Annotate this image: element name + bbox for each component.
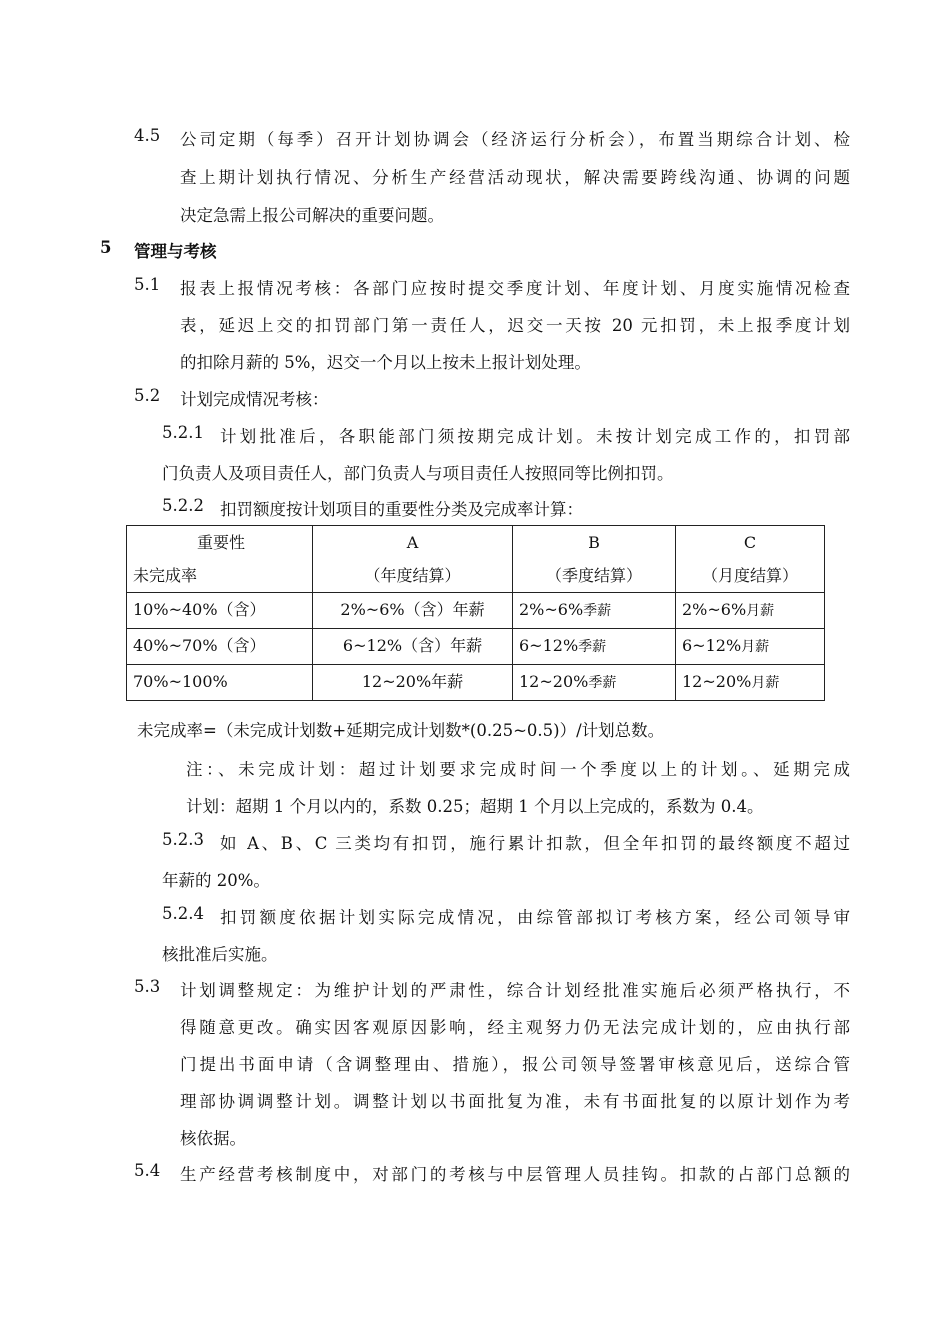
header-col-a-letter: A [406, 533, 419, 552]
section-number-5-2-2: 5.2.2 [162, 496, 204, 515]
c-cell [676, 593, 825, 629]
section-5-3-line-4: 理部协调调整计划。调整计划以书面批复为准，未有书面批复的以原计划作为考 [180, 1092, 850, 1111]
section-5-2-4-line-2: 核批准后实施。 [162, 945, 278, 964]
b-unit: 季薪 [583, 603, 612, 619]
b-unit: 季薪 [588, 675, 617, 691]
c-cell [676, 665, 825, 701]
b-cell [513, 665, 676, 701]
section-5-2-1-line-1: 计划批准后，各职能部门须按期完成计划。未按计划完成工作的，扣罚部 [220, 427, 850, 446]
section-5-2-2-text: 扣罚额度按计划项目的重要性分类及完成率计算： [220, 500, 583, 519]
section-number-5-2-1: 5.2.1 [162, 423, 204, 442]
section-4-5-line-1: 公司定期（每季）召开计划协调会（经济运行分析会），布置当期综合计划、检 [180, 130, 850, 149]
section-4-5-line-3: 决定急需上报公司解决的重要问题。 [180, 206, 444, 225]
table-corner-cell [127, 526, 313, 593]
c-unit: 月薪 [751, 675, 780, 691]
penalty-table [126, 525, 825, 701]
header-col-c-note: （月度结算） [701, 566, 798, 585]
note-line-2: 计划：超期 1 个月以内的，系数 0.25；超期 1 个月以上完成的，系数为 0.4。 [186, 797, 764, 816]
table-header-row [127, 526, 825, 593]
section-5-2-3-line-1: 如 A、B、C 三类均有扣罚，施行累计扣款，但全年扣罚的最终额度不超过 [220, 834, 850, 853]
rate-cell: 40%~70%（含） [127, 629, 313, 665]
header-col-c [676, 526, 825, 593]
section-5-3-line-5: 核依据。 [180, 1129, 246, 1148]
b-value: 6~12% [519, 636, 579, 655]
note-line-1: 注：、未完成计划：超过计划要求完成时间一个季度以上的计划。、延期完成 [186, 760, 850, 779]
section-5-1-line-2: 表，延迟上交的扣罚部门第一责任人，迟交一天按 20 元扣罚，未上报季度计划 [180, 316, 850, 335]
rate-cell: 10%~40%（含） [127, 593, 313, 629]
c-unit: 月薪 [746, 603, 775, 619]
section-5-3-line-3: 门提出书面申请（含调整理由、措施），报公司领导签署审核意见后，送综合管 [180, 1055, 850, 1074]
c-value: 6~12% [682, 636, 742, 655]
section-4-5-line-2: 查上期计划执行情况、分析生产经营活动现状，解决需要跨线沟通、协调的问题 [180, 168, 850, 187]
c-unit: 月薪 [741, 639, 770, 655]
table-row [127, 665, 825, 701]
header-col-b-note: （季度结算） [545, 566, 642, 585]
a-cell: 6~12%（含）年薪 [313, 629, 513, 665]
b-unit: 季薪 [578, 639, 607, 655]
header-incomplete-rate-label: 未完成率 [133, 566, 198, 585]
table-row [127, 629, 825, 665]
a-cell: 12~20%年薪 [313, 665, 513, 701]
c-value: 2%~6% [682, 600, 747, 619]
b-value: 2%~6% [519, 600, 584, 619]
section-5-3-line-2: 得随意更改。确实因客观原因影响，经主观努力仍无法完成计划的，应由执行部 [180, 1018, 850, 1037]
header-col-a [313, 526, 513, 593]
rate-cell: 70%~100% [127, 665, 313, 701]
section-number-5-2-3: 5.2.3 [162, 830, 204, 849]
section-5-2-text: 计划完成情况考核： [180, 390, 329, 409]
c-cell [676, 629, 825, 665]
section-number-5-3: 5.3 [134, 977, 161, 996]
section-5-4-line-1: 生产经营考核制度中，对部门的考核与中层管理人员挂钩。扣款的占部门总额的 [180, 1165, 850, 1184]
section-number-5-1: 5.1 [134, 275, 161, 294]
section-number-5-4: 5.4 [134, 1161, 161, 1180]
header-importance-label: 重要性 [197, 533, 246, 552]
section-5-title: 管理与考核 [134, 242, 217, 261]
section-5-3-line-1: 计划调整规定：为维护计划的严肃性，综合计划经批准实施后必须严格执行，不 [180, 981, 850, 1000]
header-col-b-letter: B [588, 533, 600, 552]
b-value: 12~20% [519, 672, 589, 691]
section-5-2-4-line-1: 扣罚额度依据计划实际完成情况，由综管部拟订考核方案，经公司领导审 [220, 908, 850, 927]
section-5-1-line-1: 报表上报情况考核：各部门应按时提交季度计划、年度计划、月度实施情况检查 [180, 279, 850, 298]
table-row [127, 593, 825, 629]
header-col-a-note: （年度结算） [364, 566, 461, 585]
header-col-b [513, 526, 676, 593]
b-cell [513, 593, 676, 629]
incomplete-rate-formula: 未完成率=（未完成计划数+延期完成计划数*(0.25~0.5)）/计划总数。 [137, 721, 665, 740]
b-cell [513, 629, 676, 665]
section-number-5-2-4: 5.2.4 [162, 904, 204, 923]
c-value: 12~20% [682, 672, 752, 691]
section-number-5: 5 [100, 238, 112, 257]
section-number-5-2: 5.2 [134, 386, 161, 405]
a-cell: 2%~6%（含）年薪 [313, 593, 513, 629]
header-col-c-letter: C [743, 533, 757, 552]
section-number-4-5: 4.5 [134, 126, 161, 145]
section-5-2-3-line-2: 年薪的 20%。 [162, 871, 270, 890]
section-5-1-line-3: 的扣除月薪的 5%，迟交一个月以上按未上报计划处理。 [180, 353, 591, 372]
section-5-2-1-line-2: 门负责人及项目责任人，部门负责人与项目责任人按照同等比例扣罚。 [162, 464, 674, 483]
